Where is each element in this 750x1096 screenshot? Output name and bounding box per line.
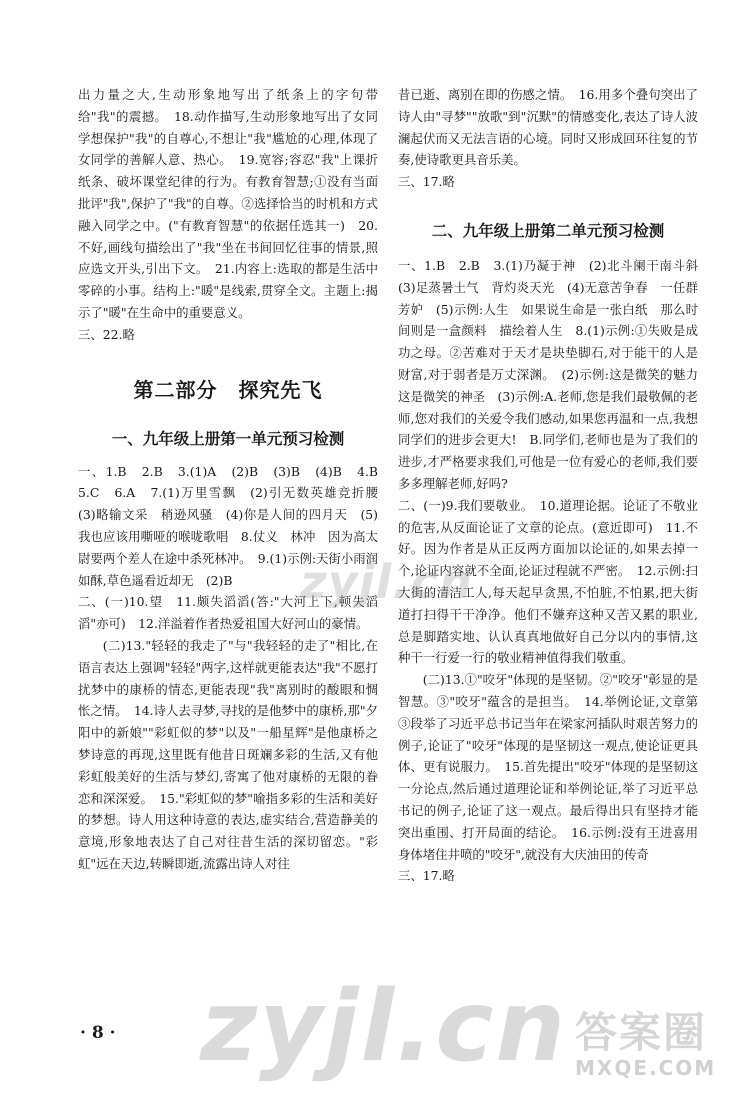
watermark-bottom: zyjl.cn <box>200 970 568 1084</box>
left-intro-paragraph: 出力量之大,生动形象地写出了纸条上的字句带给"我"的震撼。 18.动作描写,生动形象地写出了女同学想保护"我"的自尊心,不想让"我"尴尬的心理,体现了女同学的善解人意、热心。 19.宽容;容忍"我"上课折纸条、破坏课堂纪律的行为。有教育智慧;①没有当面批评"我",保护了"我"的自尊。②选择恰当的时机和方式融入同学之中。("有教育智慧"的依据任选其一) 20.不好,画线句描绘出了"我"坐在书间回忆往事的情景,照应选文开头,引出下文。 21.内容上:选取的都是生活中零碎的小事。结构上:"暖"是线索,贯穿全文。主题上:揭示了"暖"在生命中的重要意义。 <box>78 87 378 320</box>
unit1-answers-part2b: (二)13."轻轻的我走了"与"我轻轻的走了"相比,在语言表达上强调"轻轻"两字,这样就更能表达"我"不愿打扰梦中的康桥的情态,更能表现"我"离别时的酸眼和惆怅之情。 14.诗人去寻梦,寻找的是他梦中的康桥,那"夕阳中的新娘""彩虹似的梦"以及"一船星辉"是他康桥之梦诗意的再现,这里既有他昔日斑斓多彩的生活,又有他彩虹般美好的生活与梦幻,寄寓了他对康桥的无限的眷恋和深深爱。 15."彩虹似的梦"喻指多彩的生活和美好的梦想。诗人用这种诗意的表达,虚实结合,营造静美的意境,形象地表达了自己对往昔生活的深切留恋。"彩虹"远在天边,转瞬即逝,流露出诗人对往 <box>78 637 378 871</box>
unit1-answers-part1: 一、1.B 2.B 3.(1)A (2)B (3)B (4)B 4.B 5.C 6.A 7.(1)万里雪飘 (2)引无数英雄竞折腰 (3)略输文采 稍逊风骚 (4)你是人间的四月天 (5)我也应该用嘶哑的喉咙歌唱 8.仗义 林冲 因为高太尉要两个差人在途中杀死林冲。 9.(1)示例:天街小雨润如酥,草色遥看近却无 (2)B <box>78 463 391 588</box>
unit2-answers-part2b: (二)13.①"咬牙"体现的是坚韧。②"咬牙"彰显的是智慧。③"咬牙"蕴含的是担当。 14.举例论证,文章第③段举了习近平总书记当年在梁家河插队时艰苦努力的例子,论证了"咬牙"体现的是坚韧这一观点,使论证更具体、更有说服力。 15.首先提出"咬牙"体现的是坚韧这一分论点,然后通过道理论证和举例论证,举了习近平总书记的例子,论证了这一观点。最后得出只有坚持才能突出重围、打开局面的结论。 16.示例:没有王进喜用身体堵住井喷的"咬牙",就没有大庆油田的传奇 <box>398 672 698 862</box>
watermark-logo-domain: MXQE.COM <box>575 1056 717 1080</box>
part-title: 第二部分 探究先飞 <box>133 377 323 402</box>
right-section-three-note-1: 三、17.略 <box>398 174 455 190</box>
unit1-answers-part2: 二、(一)10.望 11.颇失滔滔(答:"大河上下,顿失滔滔"亦可) 12.洋溢着作者热爱祖国大好河山的豪情。 <box>78 594 378 632</box>
right-section-three-note-2: 三、17.略 <box>398 868 455 884</box>
watermark-logo-text: 答案圈 <box>575 1008 708 1057</box>
unit2-answers-part2: 二、(一)9.我们要敬业。 10.道理论据。论证了不敬业的危害,从反面论证了文章的论点。(意近即可) 11.不好。因为作者是从正反两方面加以论证的,如果去掉一个,论证内容就不全面,论证过程就不严密。 12.示例:扫大街的清洁工人,每天起早贪黑,不怕脏,不怕累,把大街道打扫得干干净净。他们不嫌弃这种又苦又累的职业,总是脚踏实地、认认真真地做好自己分以内的事情,这种干一行爱一行的敬业精神值得我们敬重。 <box>398 497 698 666</box>
unit2-answers-part1: 一、1.B 2.B 3.(1)乃凝于神 (2)北斗阑干南斗斜 (3)足蒸暑土气 背灼炎天光 (4)无意苦争春 一任群芳妒 (5)示例:人生 如果说生命是一张白纸 那么时间则是一盒颜料 描绘着人生 8.(1)示例:①失败是成功之母。②苦难对于天才是块垫脚石,对于能干的人是财富,对于弱者是万丈深渊。 (2)示例:这是微笑的魅力 这是微笑的神圣 (3)示例:A.老师,您是我们最敬佩的老师,您对我们的关爱令我们感动,如果您再温和一点,我想同学们的进步会更大! B.同学们,老师也是为了我们的进步,才严格要求我们,可他是一位有爱心的老师,我们要多多理解老师,好吗? <box>398 257 711 491</box>
section-title-unit-2: 二、九年级上册第二单元预习检测 <box>431 221 665 240</box>
section-title-unit-1: 一、九年级上册第一单元预习检测 <box>111 429 345 448</box>
watermark-center: zyjl.cn <box>300 555 473 609</box>
watermark-logo <box>575 1000 735 1085</box>
right-column <box>398 84 711 887</box>
right-continued-paragraph: 昔已逝、离别在即的伤感之情。 16.用多个叠句突出了诗人由"寻梦""放歌"到"沉默"的情感变化,表达了诗人波澜起伏而又无法言语的心境。同时又形成回环往复的节奏,使诗歌更具音乐美。 <box>398 87 698 168</box>
page-number: · 8 · <box>80 1023 116 1043</box>
left-section-three-note: 三、22.略 <box>78 326 135 342</box>
